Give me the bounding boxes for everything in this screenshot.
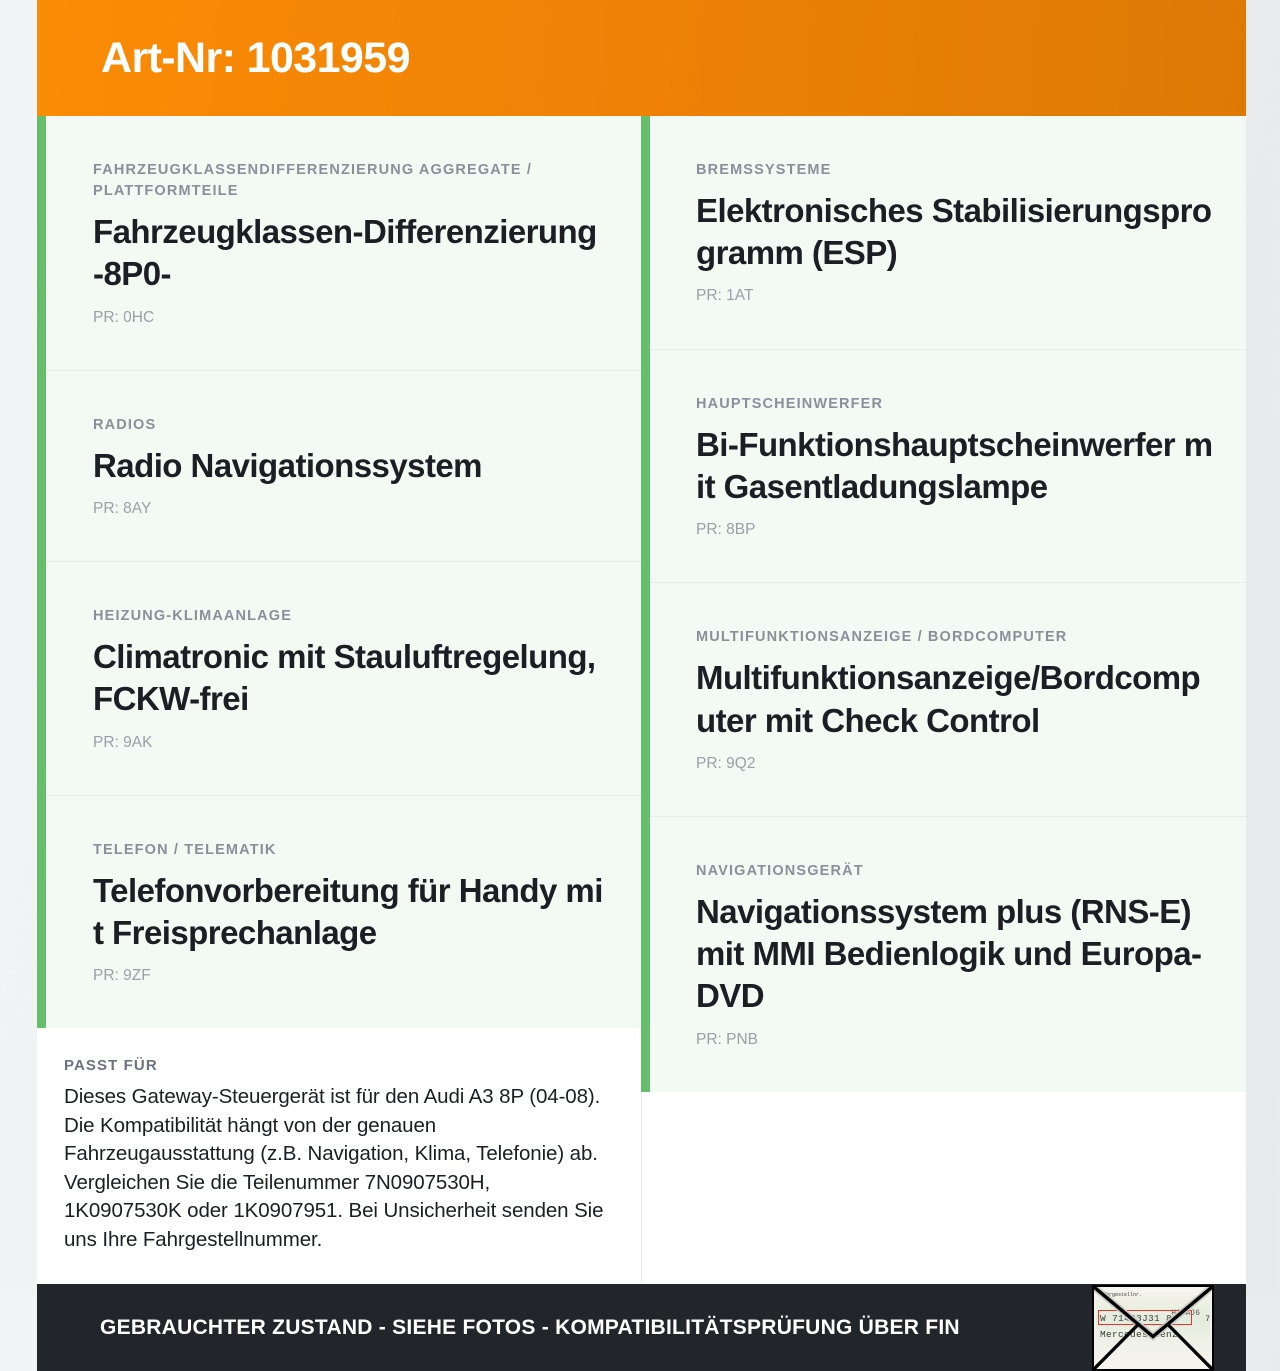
feature-card[interactable]	[650, 116, 1246, 350]
feature-columns	[37, 116, 1246, 1284]
fits-for-label: PASST FÜR	[64, 1057, 158, 1075]
feature-title: Navigationssystem plus (RNS-E) mit MMI Bedienlogik und Europa-DVD	[696, 892, 1202, 1015]
document-vin-text: W 71463J31 8	[1100, 1312, 1173, 1324]
feature-title: Bi-Funktionshauptscheinwerfer mit Gasentladungslampe	[696, 425, 1213, 505]
feature-title: Elektronisches Stabilisierungsprogramm (ESP)	[696, 192, 1212, 272]
document-heading-text: Fahrgestellnr.	[1100, 1291, 1143, 1298]
document-brand-text: Mercedes-Benz	[1100, 1328, 1179, 1340]
feature-category: TELEFON / TELEMATIK	[93, 841, 277, 858]
right-feature-column	[641, 116, 1246, 1092]
feature-card[interactable]	[46, 371, 641, 562]
document-trailing-text: 7	[1205, 1314, 1210, 1324]
feature-card[interactable]	[650, 583, 1246, 817]
feature-title: Fahrzeugklassen-Differenzierung -8P0-	[93, 213, 597, 293]
feature-card[interactable]	[650, 350, 1246, 584]
condition-footer-bar	[37, 1284, 1246, 1371]
feature-category: MULTIFUNKTIONSANZEIGE / BORDCOMPUTER	[696, 629, 1068, 646]
footer-notice-text: GEBRAUCHTER ZUSTAND - SIEHE FOTOS - KOMPATIBILITÄTSPRÜFUNG ÜBER FIN	[100, 1316, 960, 1340]
feature-category: HAUPTSCHEINWERFER	[696, 395, 884, 412]
envelope-outline-icon	[1094, 1287, 1212, 1369]
product-detail-page	[37, 0, 1246, 1340]
document-code-text: H| AJ6	[1171, 1308, 1200, 1318]
feature-pr-code: PR: 9Q2	[696, 754, 756, 772]
feature-title: Climatronic mit Stauluftregelung, FCKW-frei	[93, 638, 596, 718]
right-feature-group	[641, 116, 1246, 1092]
feature-title: Radio Navigationssystem	[93, 446, 482, 484]
feature-pr-code: PR: 8BP	[696, 521, 756, 539]
feature-card[interactable]	[46, 116, 641, 371]
feature-pr-code: PR: PNB	[696, 1030, 759, 1048]
envelope-vehicle-document-icon[interactable]	[1092, 1285, 1214, 1371]
feature-category: NAVIGATIONSGERÄT	[696, 862, 864, 879]
feature-pr-code: PR: 0HC	[93, 308, 155, 326]
left-feature-group	[37, 116, 641, 1028]
feature-title: Multifunktionsanzeige/Bordcomputer mit Check Control	[696, 659, 1201, 739]
fits-for-text: Dieses Gateway-Steuergerät ist für den Audi A3 8P (04-08). Die Kompatibilität hängt von der genauen Fahrzeugausstattung (z.B. Navigation, Klima, Telefonie) ab. Vergleichen Sie die Teilenummer 7N0907530H, 1K0907530K oder 1K0907951. Bei Unsicherheit senden Sie uns Ihre Fahrgestellnummer.	[64, 1085, 604, 1251]
fits-for-section	[37, 1028, 641, 1284]
feature-pr-code: PR: 9AK	[93, 733, 153, 751]
feature-category: HEIZUNG-KLIMAANLAGE	[93, 608, 293, 625]
feature-card[interactable]	[46, 562, 641, 796]
feature-pr-code: PR: 9ZF	[93, 967, 151, 985]
left-feature-column	[37, 116, 641, 1284]
feature-category: RADIOS	[93, 416, 157, 433]
feature-category: FAHRZEUGKLASSENDIFFERENZIERUNG AGGREGATE / PLATTFORMTEILE	[93, 162, 533, 200]
feature-card[interactable]	[46, 796, 641, 1029]
feature-card[interactable]	[650, 817, 1246, 1092]
feature-pr-code: PR: 1AT	[696, 287, 754, 305]
article-number-header	[37, 0, 1246, 116]
page-title: Art-Nr: 1031959	[101, 33, 410, 82]
feature-title: Telefonvorbereitung für Handy mit Freisprechanlage	[93, 871, 603, 951]
feature-category: BREMSSYSTEME	[696, 162, 832, 178]
feature-pr-code: PR: 8AY	[93, 499, 152, 517]
